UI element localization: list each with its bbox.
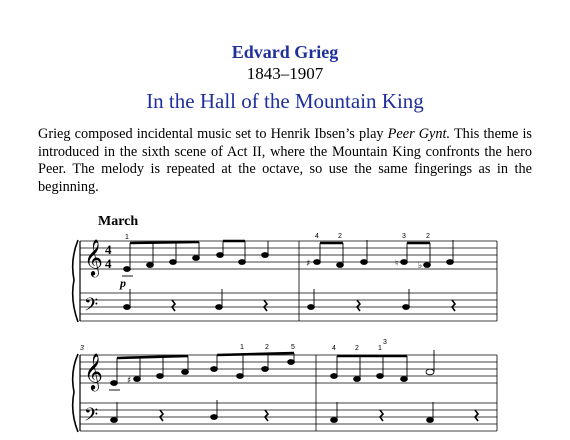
brace [73,354,78,432]
bass-staff-1 [80,293,497,321]
composer-dates: 1843–1907 [246,64,324,83]
piece-title: In the Hall of the Mountain King [146,89,424,113]
melody-measure-1 [122,241,268,276]
fingering: 5 [291,344,295,351]
natural-accidental: ♮ [395,259,399,269]
fingering: 4 [315,233,319,240]
play-title: Peer Gynt. [387,126,451,142]
treble-clef: 𝄞 [84,238,103,276]
treble-clef: 𝄞 [84,352,103,390]
bass-clef: 𝄢 [84,295,99,320]
fingering: 1 [378,345,382,352]
melody-measure-3 [109,353,294,390]
system-1 [73,240,497,322]
treble-staff-2 [80,355,497,383]
fingering: 3 [402,233,406,240]
sharp-accidental: ♯ [127,376,132,386]
brace [73,240,78,322]
bass-clef: 𝄢 [84,405,99,430]
tempo-marking: March [98,214,139,229]
treble-staff-1 [80,241,497,269]
time-signature-top: 4 [105,242,112,257]
time-signature-bottom: 4 [105,256,112,271]
bass-measure-1 [124,289,410,309]
measure-number: 3 [80,345,84,352]
composer-name: Edvard Grieg [231,42,339,62]
dynamic-marking: p [120,276,126,290]
fingering: 1 [125,234,129,241]
fingering: 2 [338,233,342,240]
flat-accidental: ♭ [418,261,423,271]
fingering: 2 [426,233,430,240]
description-text-1: Grieg composed incidental music set to Henrik Ibsen’s play [38,126,388,142]
sharp-accidental: ♯ [306,259,311,269]
fingering: 4 [332,345,336,352]
bass-staff-2 [80,403,497,431]
fingering: 2 [265,344,269,351]
fingering: 1 [240,344,244,351]
melody-measure-2 [314,240,454,267]
fingering: 3 [383,339,387,346]
fingering: 2 [355,345,359,352]
description-text-2: This theme is introduced in the sixth scene of Act II, where the Mountain King confronts the hero Peer. The melody is repeated at the octave, so use the same fingerings as in the beginning. [38,126,532,195]
